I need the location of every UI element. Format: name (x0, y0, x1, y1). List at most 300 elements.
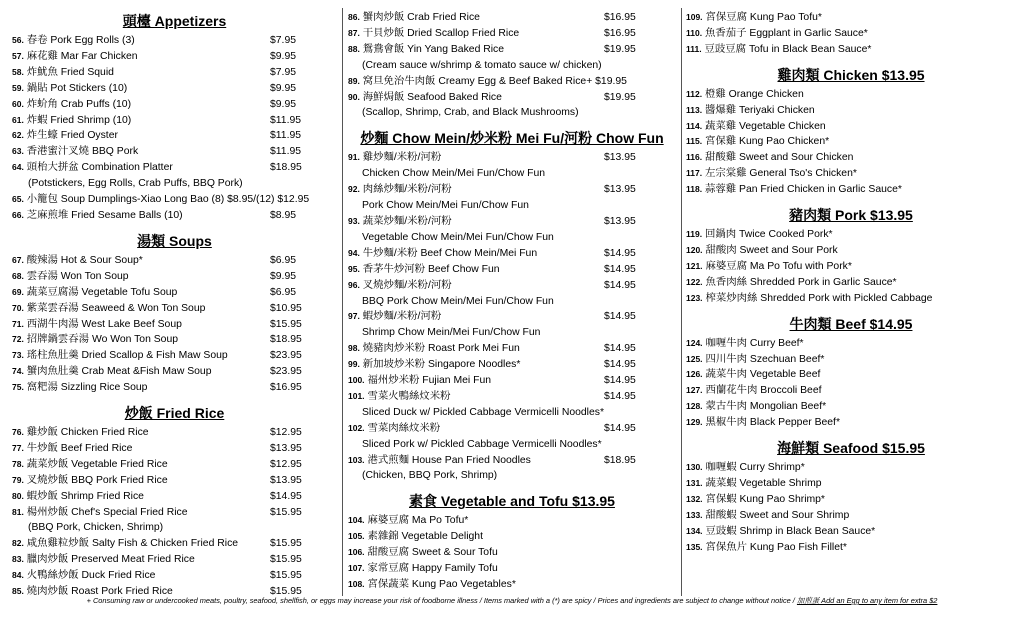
item-price: $9.95 (270, 50, 297, 62)
menu-item (12, 269, 337, 285)
item-price: $18.95 (270, 334, 302, 346)
item-number: 129. (686, 417, 703, 428)
item-name: 蔬菜牛肉 Vegetable Beef (705, 369, 821, 381)
item-price: $15.95 (270, 554, 302, 566)
item-number: 127. (686, 385, 703, 396)
item-price: $18.95 (604, 454, 636, 466)
item-number: 110. (686, 27, 703, 38)
item-price: $14.95 (604, 343, 636, 355)
menu-item (12, 489, 337, 505)
menu-item (686, 275, 1016, 291)
item-number: 58. (12, 66, 24, 77)
item-name: 素雜錦 Vegetable Delight (367, 531, 483, 543)
item-number: 94. (348, 247, 360, 258)
section-title: 海鮮類 Seafood $15.95 (777, 440, 925, 457)
item-price: $23.95 (270, 366, 302, 378)
menu-item (686, 492, 1016, 508)
item-price: $12.95 (270, 427, 302, 439)
item-description: (BBQ Pork, Chicken, Shrimp) (28, 522, 164, 534)
item-number: 81. (12, 506, 24, 517)
item-name: 炸生蠔 Fried Oyster (26, 130, 118, 142)
menu-item (12, 536, 337, 552)
menu-item (12, 441, 337, 457)
menu-item (12, 317, 337, 333)
item-price: $6.95 (270, 286, 297, 298)
item-name: 蔬菜蝦 Vegetable Shrimp (705, 477, 822, 489)
column-divider (342, 8, 343, 596)
item-number: 85. (12, 586, 24, 597)
menu-item (686, 352, 1016, 368)
menu-item (12, 552, 337, 568)
item-name: 黑椒牛肉 Black Pepper Beef* (705, 417, 840, 429)
item-number: 103. (348, 454, 365, 465)
item-price: $14.95 (604, 390, 636, 402)
menu-item (686, 524, 1016, 540)
item-number: 120. (686, 244, 703, 255)
item-price: $7.95 (270, 66, 297, 78)
item-name: 麻花雞 Mar Far Chicken (26, 50, 138, 62)
menu-item (348, 214, 676, 230)
menu-item (686, 383, 1016, 399)
item-price: $14.95 (604, 311, 636, 323)
item-name: 窩粑湯 Sizzling Rice Soup (26, 382, 148, 394)
item-name: 小籠包 Soup Dumplings-Xiao Long Bao (8) $8.95/(12) $12.95 (26, 194, 310, 206)
item-price: $15.95 (270, 318, 302, 330)
menu-item (12, 128, 337, 144)
item-name: 蟹肉魚肚羹 Crab Meat &Fish Maw Soup (26, 366, 212, 378)
menu-item (12, 144, 337, 160)
item-name: 雞炒麵/米粉/河粉 (362, 152, 442, 164)
item-name: 芝麻煎堆 Fried Sesame Balls (10) (26, 209, 183, 221)
item-number: 126. (686, 369, 703, 380)
item-price: $19.95 (604, 91, 636, 103)
item-name: 西湖牛肉湯 West Lake Beef Soup (26, 318, 182, 330)
item-number: 105. (348, 531, 365, 542)
item-name: 雪菜肉絲炆米粉 (367, 422, 441, 434)
menu-item (12, 364, 337, 380)
item-number: 121. (686, 260, 703, 271)
item-price: $14.95 (604, 422, 636, 434)
menu-item (12, 81, 337, 97)
item-name: 魚香肉絲 Shredded Pork in Garlic Sauce* (705, 276, 897, 288)
item-number: 60. (12, 98, 24, 109)
item-name: 新加坡炒米粉 Singapore Noodles* (362, 359, 521, 371)
item-name: 宮保魚片 Kung Pao Fish Fillet* (705, 541, 847, 553)
menu-item (686, 367, 1016, 383)
item-number: 71. (12, 318, 24, 329)
menu-item (348, 74, 676, 90)
item-description: Shrimp Chow Mein/Mei Fun/Chow Fun (362, 327, 541, 339)
item-price: $10.95 (270, 302, 302, 314)
item-name: 楊州炒飯 Chef's Special Fried Rice (26, 506, 188, 518)
menu-item (686, 134, 1016, 150)
menu-item (12, 285, 337, 301)
item-name: 臘肉炒飯 Preserved Meat Fried Rice (26, 554, 195, 566)
menu-item (12, 253, 337, 269)
item-number: 112. (686, 88, 703, 99)
item-name: 招牌鍋雲吞湯 Wo Won Ton Soup (26, 334, 179, 346)
menu-item (348, 357, 676, 373)
menu-item (348, 421, 676, 437)
item-description: (Cream sauce w/shrimp & tomato sauce w/ chicken) (362, 59, 602, 71)
item-price: $14.95 (604, 375, 636, 387)
item-name: 港式煎麵 House Pan Fried Noodles (367, 454, 531, 466)
item-name: 豆豉蝦 Shrimp in Black Bean Sauce* (705, 525, 876, 537)
item-number: 90. (348, 91, 360, 102)
menu-item (348, 389, 676, 405)
item-name: 甜酸蝦 Sweet and Sour Shrimp (705, 509, 850, 521)
item-price: $15.95 (270, 506, 302, 518)
item-name: 干貝炒飯 Dried Scallop Fried Rice (362, 27, 520, 39)
menu-item (348, 246, 676, 262)
item-name: 橙雞 Orange Chicken (704, 88, 804, 100)
menu-item (12, 473, 337, 489)
menu-item (686, 508, 1016, 524)
menu-item (686, 10, 1016, 26)
menu-item (12, 568, 337, 584)
item-name: 醬爆雞 Teriyaki Chicken (704, 104, 815, 116)
item-price: $8.95 (270, 209, 297, 221)
menu-item (686, 26, 1016, 42)
item-number: 131. (686, 477, 703, 488)
menu-item (686, 166, 1016, 182)
item-number: 82. (12, 538, 24, 549)
item-number: 75. (12, 382, 24, 393)
item-number: 118. (686, 184, 703, 195)
item-price: $11.95 (270, 146, 302, 158)
menu-item (348, 529, 676, 545)
menu-item (348, 182, 676, 198)
item-number: 132. (686, 493, 703, 504)
item-price: $16.95 (604, 12, 636, 23)
item-number: 84. (12, 570, 24, 581)
item-number: 88. (348, 43, 360, 54)
item-name: 炸蚧角 Crab Puffs (10) (26, 98, 132, 110)
menu-item (12, 332, 337, 348)
item-number: 89. (348, 75, 360, 86)
section-title: 頭檯 Appetizers (122, 13, 227, 29)
menu-item (348, 42, 676, 58)
item-price: $14.95 (604, 359, 636, 371)
item-number: 76. (12, 427, 24, 438)
item-price: $13.95 (270, 474, 302, 486)
item-name: 蟹肉炒飯 Crab Fried Rice (362, 12, 480, 23)
menu-column-2 (348, 10, 676, 599)
item-price: $15.95 (270, 586, 302, 598)
item-price: $9.95 (270, 98, 297, 110)
menu-item (12, 160, 337, 176)
item-number: 95. (348, 263, 360, 274)
item-description: Sliced Duck w/ Pickled Cabbage Vermicelli Noodles* (362, 406, 604, 418)
menu-item (12, 192, 337, 208)
menu-item (686, 540, 1016, 556)
item-number: 106. (348, 547, 365, 558)
item-description: Chicken Chow Mein/Mei Fun/Chow Fun (362, 168, 546, 180)
footer-addon: 加煎蛋 Add an Egg to any item for extra $2 (796, 596, 938, 605)
menu-item (348, 453, 676, 469)
menu-item (12, 505, 337, 521)
item-number: 122. (686, 276, 703, 287)
item-price: $9.95 (270, 270, 297, 282)
menu-item (12, 425, 337, 441)
item-price: $7.95 (270, 35, 297, 46)
item-name: 香港蜜汁叉燒 BBQ Pork (26, 146, 139, 158)
item-name: 甜酸豆腐 Sweet & Sour Tofu (367, 547, 498, 559)
item-price: $6.95 (270, 254, 297, 266)
item-name: 炸魷魚 Fried Squid (26, 66, 114, 78)
menu-item (686, 415, 1016, 431)
menu-item (348, 90, 676, 106)
section-title: 素食 Vegetable and Tofu $13.95 (409, 493, 615, 510)
item-name: 海鮮焗飯 Seafood Baked Rice (362, 91, 502, 103)
section-title: 炒飯 Fried Rice (124, 405, 225, 422)
item-number: 101. (348, 390, 365, 401)
menu-item (686, 476, 1016, 492)
item-number: 62. (12, 130, 24, 141)
item-name: 四川牛肉 Szechuan Beef* (705, 353, 825, 365)
item-name: 蝦炒飯 Shrimp Fried Rice (26, 490, 144, 502)
item-number: 104. (348, 515, 365, 526)
item-number: 123. (686, 292, 703, 303)
item-number: 125. (686, 353, 703, 364)
item-number: 86. (348, 12, 360, 22)
item-price: $14.95 (604, 247, 636, 259)
item-number: 135. (686, 541, 703, 552)
menu-item (12, 33, 337, 49)
item-price: $16.95 (270, 382, 302, 394)
item-number: 128. (686, 401, 703, 412)
item-name: 叉燒炒飯 BBQ Pork Fried Rice (26, 474, 168, 486)
item-number: 93. (348, 215, 360, 226)
item-name: 瑤柱魚肚羹 Dried Scallop & Fish Maw Soup (26, 350, 228, 362)
item-number: 97. (348, 311, 360, 322)
item-name: 蔬菜炒飯 Vegetable Fried Rice (26, 458, 168, 470)
item-number: 65. (12, 194, 24, 205)
item-number: 61. (12, 114, 24, 125)
item-name: 牛炒飯 Beef Fried Rice (26, 442, 133, 454)
menu-item (348, 341, 676, 357)
item-price: $12.95 (270, 458, 302, 470)
item-name: 雞炒飯 Chicken Fried Rice (26, 427, 149, 439)
item-description: Sliced Pork w/ Pickled Cabbage Vermicelli Noodles* (362, 438, 602, 450)
item-number: 108. (348, 579, 365, 589)
item-number: 113. (686, 104, 703, 115)
menu-item (686, 87, 1016, 103)
menu-item (12, 457, 337, 473)
item-name: 蔬菜炒麵/米粉/河粉 (362, 215, 452, 227)
section-title: 牛肉類 Beef $14.95 (789, 315, 913, 332)
item-name: 肉絲炒麵/米粉/河粉 (362, 184, 452, 196)
item-price: $23.95 (270, 350, 302, 362)
menu-item (686, 243, 1016, 259)
item-number: 78. (12, 458, 24, 469)
item-name: 叉燒炒麵/米粉/河粉 (362, 279, 452, 291)
item-description: BBQ Pork Chow Mein/Mei Fun/Chow Fun (362, 295, 554, 307)
item-name: 豆豉豆腐 Tofu in Black Bean Sauce* (704, 43, 872, 55)
item-number: 109. (686, 12, 703, 22)
item-name: 左宗棠雞 General Tso's Chicken* (704, 168, 857, 180)
item-number: 57. (12, 50, 24, 61)
item-name: 甜酸雞 Sweet and Sour Chicken (704, 152, 854, 164)
item-number: 56. (12, 35, 24, 45)
menu-item (348, 577, 676, 593)
item-number: 77. (12, 442, 24, 453)
item-name: 家常豆腐 Happy Family Tofu (367, 563, 498, 575)
item-name: 燒豬肉炒米粉 Roast Pork Mei Fun (362, 343, 520, 355)
item-name: 宮保雞 Kung Pao Chicken* (704, 136, 830, 148)
menu-item (12, 301, 337, 317)
menu-item (686, 150, 1016, 166)
item-number: 116. (686, 152, 703, 163)
item-name: 蒜蓉雞 Pan Fried Chicken in Garlic Sauce* (704, 184, 902, 196)
item-name: 紫菜雲吞湯 Seaweed & Won Ton Soup (26, 302, 206, 314)
menu-item (12, 380, 337, 396)
menu-item (686, 182, 1016, 198)
section-title: 雞肉類 Chicken $13.95 (777, 66, 925, 83)
item-number: 59. (12, 82, 24, 93)
item-number: 99. (348, 359, 360, 370)
item-number: 66. (12, 209, 24, 220)
menu-item (348, 373, 676, 389)
item-number: 124. (686, 337, 703, 348)
item-number: 92. (348, 184, 360, 195)
item-number: 100. (348, 375, 365, 386)
footer-disclaimer: + Consuming raw or undercooked meats, poultry, seafood, shellfish, or eggs may increase your risk of foodborne illness / Items marked with a (*) are spicy / Prices and ingredients are subject to change without notice / (86, 596, 795, 605)
menu-item (12, 208, 337, 224)
item-name: 蝦炒麵/米粉/河粉 (362, 311, 442, 323)
item-number: 73. (12, 350, 24, 361)
item-price: $13.95 (604, 215, 636, 227)
footer-notice (0, 596, 1024, 606)
menu-item (348, 561, 676, 577)
item-price: $13.95 (604, 152, 636, 164)
item-name: 香茅牛炒河粉 Beef Chow Fun (362, 263, 500, 275)
item-description: (Chicken, BBQ Pork, Shrimp) (362, 470, 498, 482)
item-name: 宮保蔬菜 Kung Pao Vegetables* (367, 579, 516, 590)
menu-item (686, 336, 1016, 352)
item-price: $14.95 (270, 490, 302, 502)
item-name: 宮保豆腐 Kung Pao Tofu* (705, 12, 822, 23)
item-number: 114. (686, 120, 703, 131)
item-name: 火鴨絲炒飯 Duck Fried Rice (26, 570, 156, 582)
item-number: 119. (686, 229, 703, 240)
item-price: $15.95 (270, 570, 302, 582)
menu-item (686, 259, 1016, 275)
item-name: 雲吞湯 Won Ton Soup (26, 270, 129, 282)
item-name: 蒙古牛肉 Mongolian Beef* (705, 401, 827, 413)
item-name: 酸辣湯 Hot & Sour Soup* (26, 254, 143, 266)
menu-item (348, 513, 676, 529)
item-number: 102. (348, 422, 365, 433)
menu-item (348, 10, 676, 26)
menu-item (686, 227, 1016, 243)
menu-item (12, 113, 337, 129)
item-name: 蔬菜豆腐湯 Vegetable Tofu Soup (26, 286, 178, 298)
menu-item (686, 42, 1016, 58)
section-title: 炒麵 Chow Mein/炒米粉 Mei Fu/河粉 Chow Fun (360, 130, 664, 147)
item-name: 頭枱大拼盆 Combination Platter (26, 162, 173, 174)
menu-item (348, 26, 676, 42)
menu-item (12, 348, 337, 364)
menu-column-3 (686, 10, 1016, 561)
item-name: 咸魚雞粒炒飯 Salty Fish & Chicken Fried Rice (26, 538, 239, 550)
item-name: 西蘭花牛肉 Broccoli Beef (705, 385, 822, 397)
item-number: 67. (12, 254, 24, 265)
item-number: 96. (348, 279, 360, 290)
item-number: 115. (686, 136, 703, 147)
item-number: 70. (12, 302, 24, 313)
item-number: 98. (348, 343, 360, 354)
item-price: $18.95 (270, 162, 302, 174)
item-number: 111. (686, 43, 702, 54)
item-number: 133. (686, 509, 703, 520)
menu-item (12, 97, 337, 113)
item-number: 69. (12, 286, 24, 297)
item-number: 80. (12, 490, 24, 501)
item-name: 窝旦免治牛肉飯 Creamy Egg & Beef Baked Rice+ $19.95 (362, 75, 627, 87)
item-price: $9.95 (270, 82, 297, 94)
menu-item (12, 65, 337, 81)
item-number: 63. (12, 146, 24, 157)
menu-item (348, 150, 676, 166)
menu-item (348, 278, 676, 294)
menu-item (348, 545, 676, 561)
item-number: 68. (12, 270, 24, 281)
item-name: 春卷 Pork Egg Rolls (3) (26, 35, 135, 46)
item-name: 雪菜火鴨絲炆米粉 (367, 390, 451, 402)
item-description: (Potstickers, Egg Rolls, Crab Puffs, BBQ Pork) (28, 178, 243, 190)
item-number: 91. (348, 152, 360, 163)
column-divider (681, 8, 682, 596)
item-name: 咖喱蝦 Curry Shrimp* (705, 462, 805, 474)
item-price: $13.95 (604, 184, 636, 196)
item-name: 福州炒米粉 Fujian Mei Fun (367, 375, 491, 387)
menu-item (686, 460, 1016, 476)
menu-column-1 (12, 10, 337, 606)
item-number: 134. (686, 525, 703, 536)
item-name: 回鍋肉 Twice Cooked Pork* (704, 229, 833, 241)
item-number: 83. (12, 554, 24, 565)
item-price: $11.95 (270, 130, 302, 142)
item-price: $13.95 (270, 442, 302, 454)
item-price: $11.95 (270, 114, 302, 126)
section-title: 湯類 Soups (137, 232, 212, 249)
item-name: 咖喱牛肉 Curry Beef* (705, 337, 804, 349)
item-number: 79. (12, 474, 24, 485)
menu-item (348, 262, 676, 278)
item-name: 甜酸肉 Sweet and Sour Pork (705, 244, 838, 256)
item-name: 宮保蝦 Kung Pao Shrimp* (705, 493, 825, 505)
item-number: 117. (686, 168, 703, 179)
item-number: 64. (12, 162, 24, 173)
item-description: (Scallop, Shrimp, Crab, and Black Mushrooms) (362, 107, 579, 119)
item-number: 74. (12, 366, 24, 377)
item-name: 鍋貼 Pot Stickers (10) (26, 82, 128, 94)
item-price: $14.95 (604, 263, 636, 275)
item-name: 麻婆豆腐 Ma Po Tofu* (367, 515, 469, 527)
item-name: 魚香茄子 Eggplant in Garlic Sauce* (704, 27, 868, 39)
item-name: 榨菜炒肉絲 Shredded Pork with Pickled Cabbage (705, 292, 933, 304)
item-price: $14.95 (604, 279, 636, 291)
item-name: 鴛鴦會飯 Yin Yang Baked Rice (362, 43, 505, 55)
item-description: Pork Chow Mein/Mei Fun/Chow Fun (362, 200, 529, 212)
menu-item (686, 119, 1016, 135)
item-number: 87. (348, 27, 360, 38)
item-price: $16.95 (604, 27, 636, 39)
item-number: 107. (348, 563, 365, 574)
menu-item (348, 309, 676, 325)
menu-item (686, 291, 1016, 307)
